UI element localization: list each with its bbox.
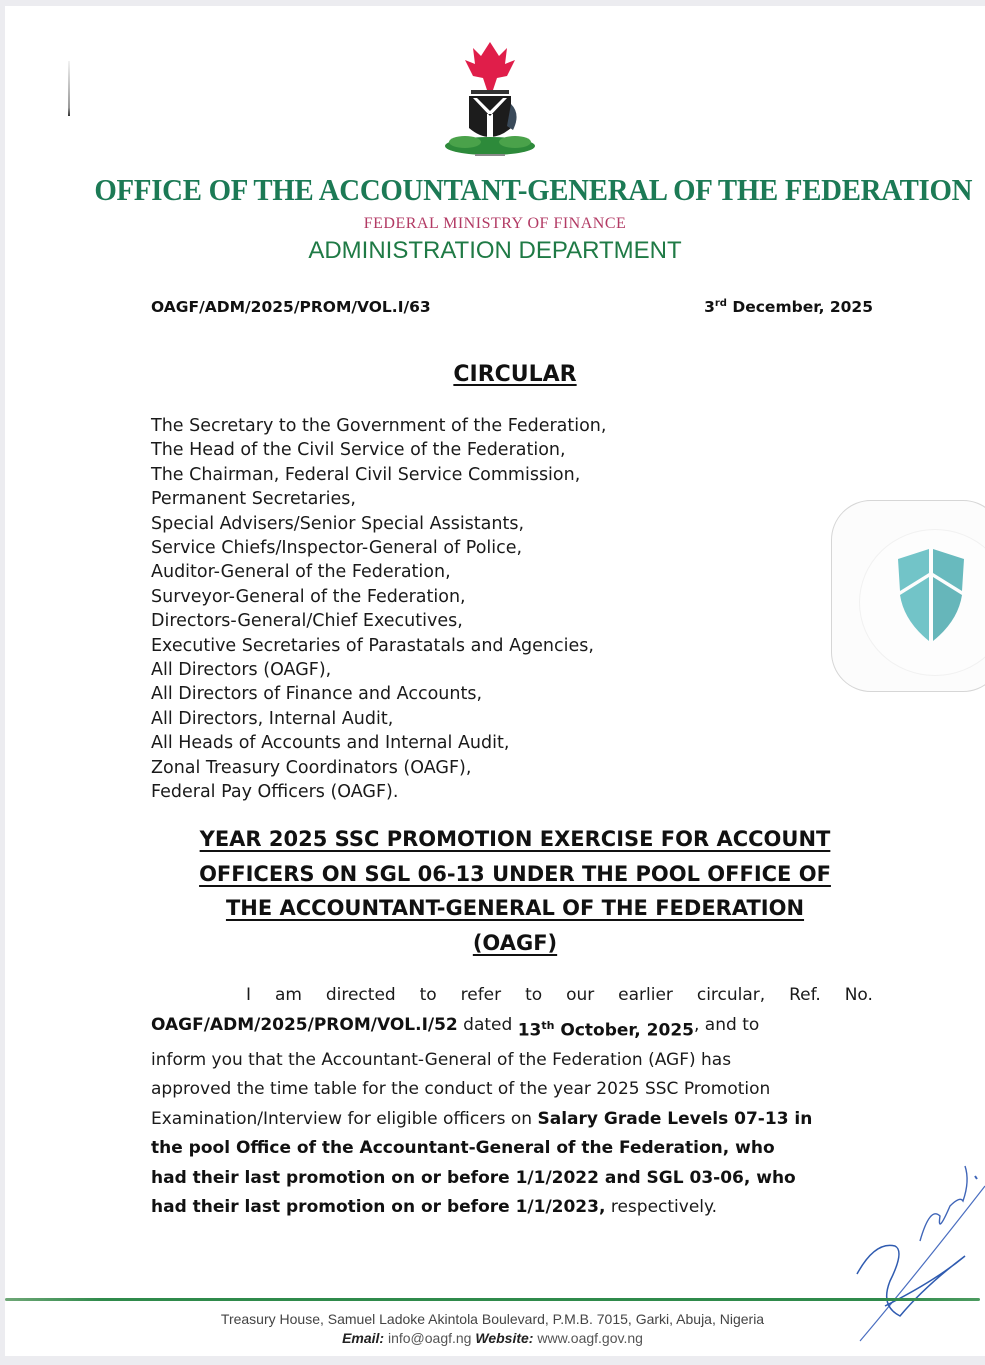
body-line: had their last promotion on or before 1/1/2023, respectively.: [151, 1197, 718, 1218]
body-line: inform you that the Accountant-General of the Federation (AGF) has: [151, 1049, 732, 1070]
recipient-item: Special Advisers/Senior Special Assistants,: [151, 513, 525, 534]
recipients-list: [151, 414, 606, 805]
recipient-item: Directors-General/Chief Executives,: [151, 611, 463, 632]
email-link: info@oagf.ng: [384, 1330, 476, 1346]
recipient-item: Service Chiefs/Inspector-General of Police,: [151, 538, 523, 559]
recipient-item: All Directors of Finance and Accounts,: [151, 684, 483, 705]
recipient-item: All Directors, Internal Audit,: [151, 708, 394, 729]
scan-margin-mark: [68, 61, 70, 116]
body-line: I am directed to refer to our earlier circular, Ref. No.: [246, 985, 873, 1005]
footer-contact: Email: info@oagf.ng Website: www.oagf.gov.ng: [342, 1330, 643, 1346]
document-date: 3rd December, 2025: [704, 298, 873, 317]
body-line: Examination/Interview for eligible officers on Salary Grade Levels 07-13 in: [151, 1108, 813, 1129]
body-line: OAGF/ADM/2025/PROM/VOL.I/52 dated 13th October, 2025 , and to: [151, 1014, 760, 1041]
footer-divider: [5, 1298, 980, 1301]
recipient-item: Permanent Secretaries,: [151, 489, 356, 510]
body-paragraph: [151, 981, 873, 1223]
shield-icon: [894, 549, 968, 641]
body-line: the pool Office of the Accountant-General of the Federation, who: [151, 1138, 775, 1159]
office-title: OFFICE OF THE ACCOUNTANT-GENERAL OF THE FEDERATION: [94, 172, 973, 207]
recipient-item: Surveyor-General of the Federation,: [151, 586, 466, 607]
document-page: [5, 6, 985, 1356]
ministry-title: FEDERAL MINISTRY OF FINANCE: [363, 215, 627, 232]
reference-number: OAGF/ADM/2025/PROM/VOL.I/63: [151, 298, 431, 316]
recipient-item: All Directors (OAGF),: [151, 660, 332, 681]
recipient-item: Auditor-General of the Federation,: [151, 562, 451, 583]
security-overlay-button[interactable]: [831, 500, 985, 692]
circular-heading: CIRCULAR: [453, 362, 577, 387]
recipient-item: Zonal Treasury Coordinators (OAGF),: [151, 757, 472, 778]
body-line: had their last promotion on or before 1/1/2022 and SGL 03-06, who: [151, 1167, 796, 1188]
recipient-item: Federal Pay Officers (OAGF).: [151, 782, 399, 803]
recipient-item: The Secretary to the Government of the Federation,: [151, 416, 607, 436]
website-link: www.oagf.gov.ng: [533, 1330, 643, 1346]
recipient-item: The Chairman, Federal Civil Service Commission,: [151, 464, 581, 485]
recipient-item: Executive Secretaries of Parastatals and Agencies,: [151, 635, 594, 656]
coat-of-arms-icon: [435, 34, 545, 164]
body-line: approved the time table for the conduct of the year 2025 SSC Promotion: [151, 1079, 771, 1100]
department-title: ADMINISTRATION DEPARTMENT: [308, 237, 682, 264]
subject-heading: YEAR 2025 SSC PROMOTION EXERCISE FOR ACCOUNT OFFICERS ON SGL 06-13 UNDER THE POOL OFFICE OF THE ACCOUNTANT-GENERAL OF THE FEDERATION (OAGF): [199, 827, 831, 955]
recipient-item: The Head of the Civil Service of the Federation,: [151, 440, 566, 461]
footer-address: Treasury House, Samuel Ladoke Akintola Boulevard, P.M.B. 7015, Garki, Abuja, Nigeria: [220, 1311, 765, 1327]
recipient-item: All Heads of Accounts and Internal Audit,: [151, 733, 510, 754]
